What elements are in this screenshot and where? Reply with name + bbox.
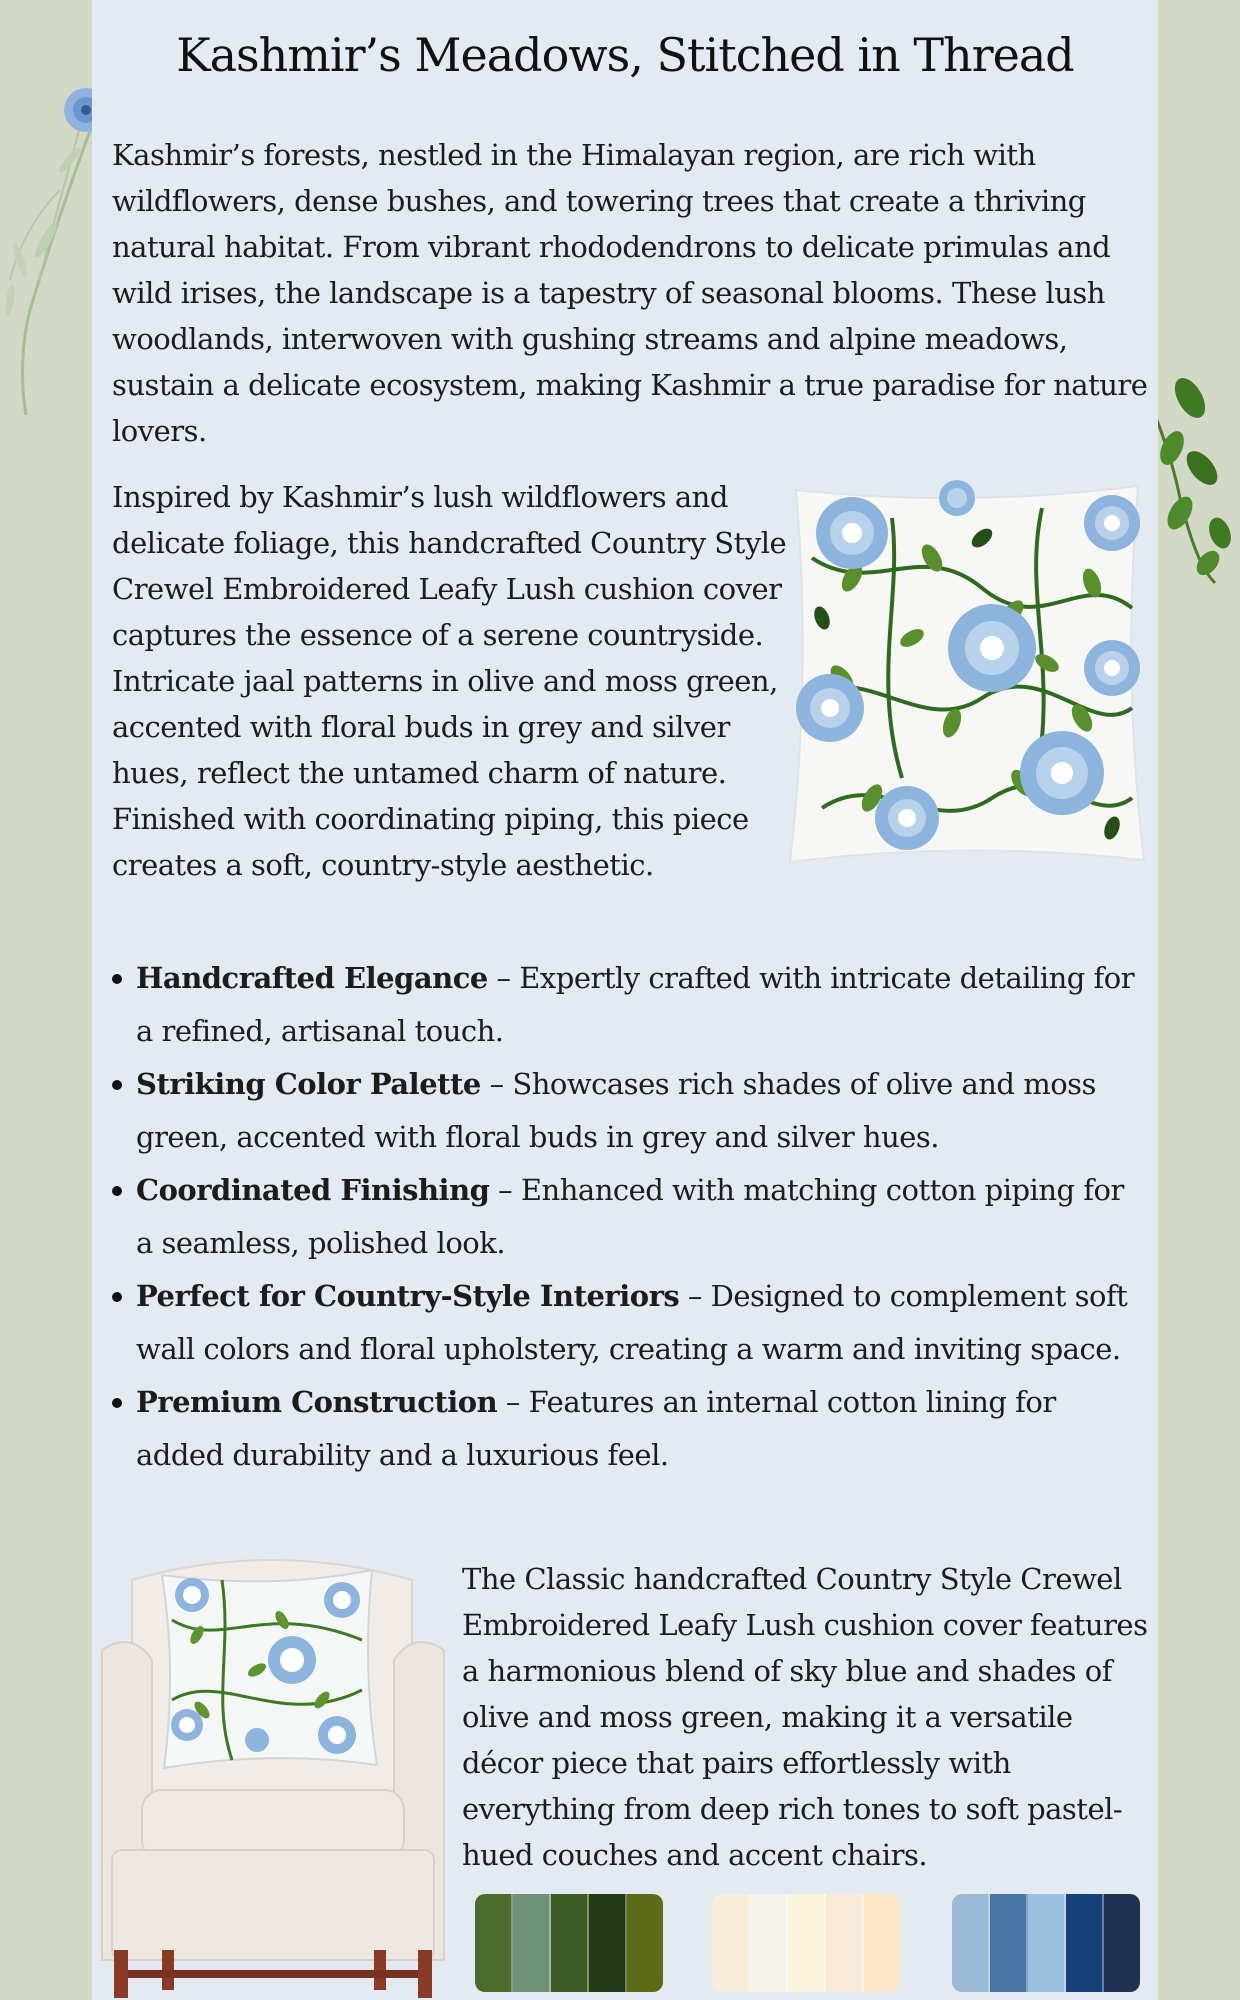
armchair-with-cushion-image bbox=[92, 1540, 454, 2000]
content-panel bbox=[92, 0, 1158, 2000]
list-item: Striking Color Palette – Showcases rich shades of olive and moss green, accented with floral buds in grey and silver hues. bbox=[112, 1058, 1142, 1164]
list-item: Premium Construction – Features an internal cotton lining for added durability and a luxurious feel. bbox=[112, 1376, 1142, 1482]
color-swatch bbox=[475, 1894, 513, 1992]
list-item: Perfect for Country-Style Interiors – Designed to complement soft wall colors and floral upholstery, creating a warm and inviting space. bbox=[112, 1270, 1142, 1376]
feature-list bbox=[112, 952, 1142, 1482]
blue-color-palette bbox=[952, 1894, 1140, 1992]
color-swatch bbox=[750, 1894, 788, 1992]
list-item: Coordinated Finishing – Enhanced with matching cotton piping for a seamless, polished look. bbox=[112, 1164, 1142, 1270]
list-item: Handcrafted Elegance – Expertly crafted with intricate detailing for a refined, artisanal touch. bbox=[112, 952, 1142, 1058]
color-swatch bbox=[826, 1894, 864, 1992]
intro-paragraph: Kashmir’s forests, nestled in the Himalayan region, are rich with wildflowers, dense bushes, and towering trees that create a thriving natural habitat. From vibrant rhododendrons to delicate primulas and wild irises, the landscape is a tapestry of seasonal blooms. These lush woodlands, interwoven with gushing streams and alpine meadows, sustain a delicate ecosystem, making Kashmir a true paradise for nature lovers. bbox=[112, 138, 1148, 448]
color-swatch bbox=[712, 1894, 750, 1992]
color-swatch bbox=[864, 1894, 900, 1992]
cream-color-palette bbox=[712, 1894, 900, 1992]
color-swatch bbox=[952, 1894, 990, 1992]
color-swatch bbox=[788, 1894, 826, 1992]
color-swatch bbox=[513, 1894, 551, 1992]
color-swatch bbox=[1104, 1894, 1140, 1992]
product-description: Inspired by Kashmir’s lush wildflowers and delicate foliage, this handcrafted Country Style Crewel Embroidered Leafy Lush cushion cover captures the essence of a serene countryside. Intricate jaal patterns in olive and moss green, accented with floral buds in grey and silver hues, reflect the untamed charm of nature. Finished with coordinating piping, this piece creates a soft, country-style aesthetic. bbox=[112, 480, 787, 882]
color-swatch bbox=[627, 1894, 663, 1992]
color-swatch bbox=[589, 1894, 627, 1992]
closing-paragraph: The Classic handcrafted Country Style Crewel Embroidered Leafy Lush cushion cover features a harmonious blend of sky blue and shades of olive and moss green, making it a versatile décor piece that pairs effortlessly with everything from deep rich tones to soft pastel-hued couches and accent chairs. bbox=[462, 1562, 1148, 1872]
color-swatch bbox=[1028, 1894, 1066, 1992]
color-swatch bbox=[551, 1894, 589, 1992]
green-color-palette bbox=[475, 1894, 663, 1992]
color-swatch bbox=[1066, 1894, 1104, 1992]
cushion-cover-image bbox=[782, 478, 1152, 868]
page-title: Kashmir’s Meadows, Stitched in Thread bbox=[176, 28, 1074, 82]
color-swatch bbox=[990, 1894, 1028, 1992]
